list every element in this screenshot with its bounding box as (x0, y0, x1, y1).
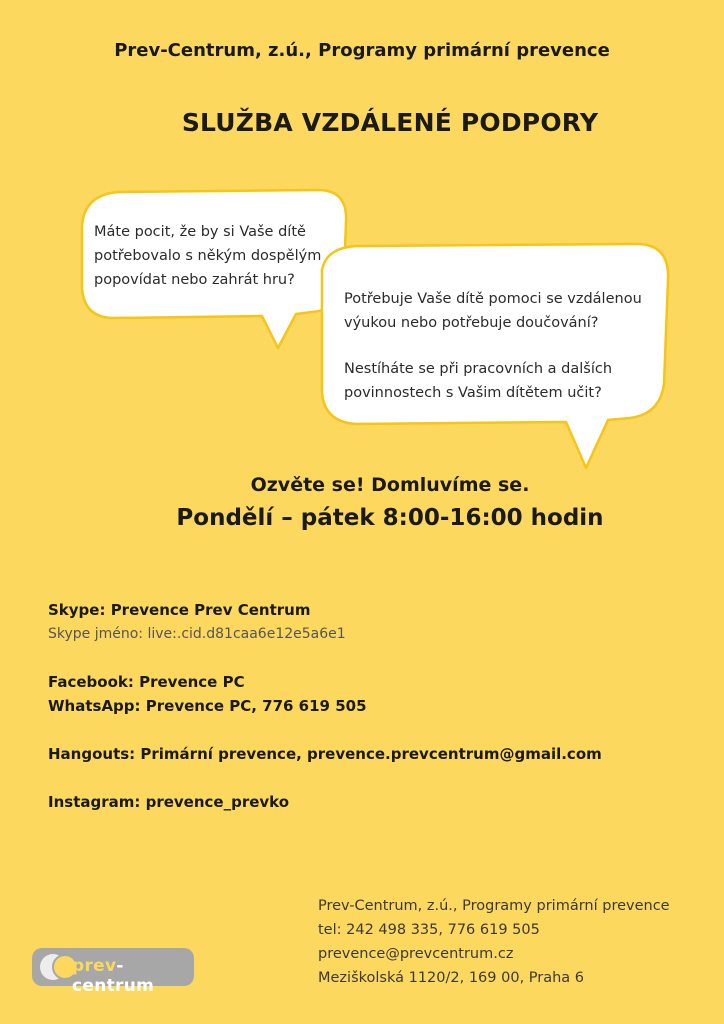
instagram-contact: Instagram: prevence_prevko (48, 793, 290, 811)
bubble-right-text (344, 287, 674, 405)
bubble-left-text: Máte pocit, že by si Vaše dítě potřebovalo s někým dospělým popovídat nebo zahrát hru? (94, 224, 322, 288)
logo-prefix: prev (72, 956, 117, 976)
call-to-action: Ozvěte se! Domluvíme se. (250, 474, 530, 496)
footer-tel: tel: 242 498 335, 776 619 505 (318, 922, 540, 938)
prev-centrum-logo (32, 948, 194, 996)
footer-email: prevence@prevcentrum.cz (318, 946, 514, 962)
facebook-contact: Facebook: Prevence PC (48, 673, 245, 691)
page-title: SLUŽBA VZDÁLENÉ PODPORY (181, 108, 599, 137)
skype-contact: Skype: Prevence Prev Centrum (48, 601, 311, 619)
skype-name: Skype jméno: live:.cid.d81caa6e12e5a6e1 (48, 626, 346, 642)
hangouts-contact: Hangouts: Primární prevence, prevence.prevcentrum@gmail.com (48, 745, 602, 763)
bubble-right-paragraph-2: Nestíháte se při pracovních a dalších povinnostech s Vašim dítětem učit? (344, 361, 613, 401)
footer-org: Prev-Centrum, z.ú., Programy primární prevence (318, 898, 670, 914)
opening-hours: Pondělí – pátek 8:00-16:00 hodin (176, 505, 604, 531)
whatsapp-contact: WhatsApp: Prevence PC, 776 619 505 (48, 697, 367, 715)
logo-suffix: -centrum (72, 956, 155, 996)
organization-header: Prev-Centrum, z.ú., Programy primární prevence (114, 40, 610, 61)
logo-text (72, 956, 194, 996)
footer-contact (318, 894, 670, 990)
contact-list (48, 598, 602, 814)
footer-address: Meziškolská 1120/2, 169 00, Praha 6 (318, 970, 585, 986)
bubble-right-paragraph-1: Potřebuje Vaše dítě pomoci se vzdálenou výukou nebo potřebuje doučování? (344, 291, 642, 331)
